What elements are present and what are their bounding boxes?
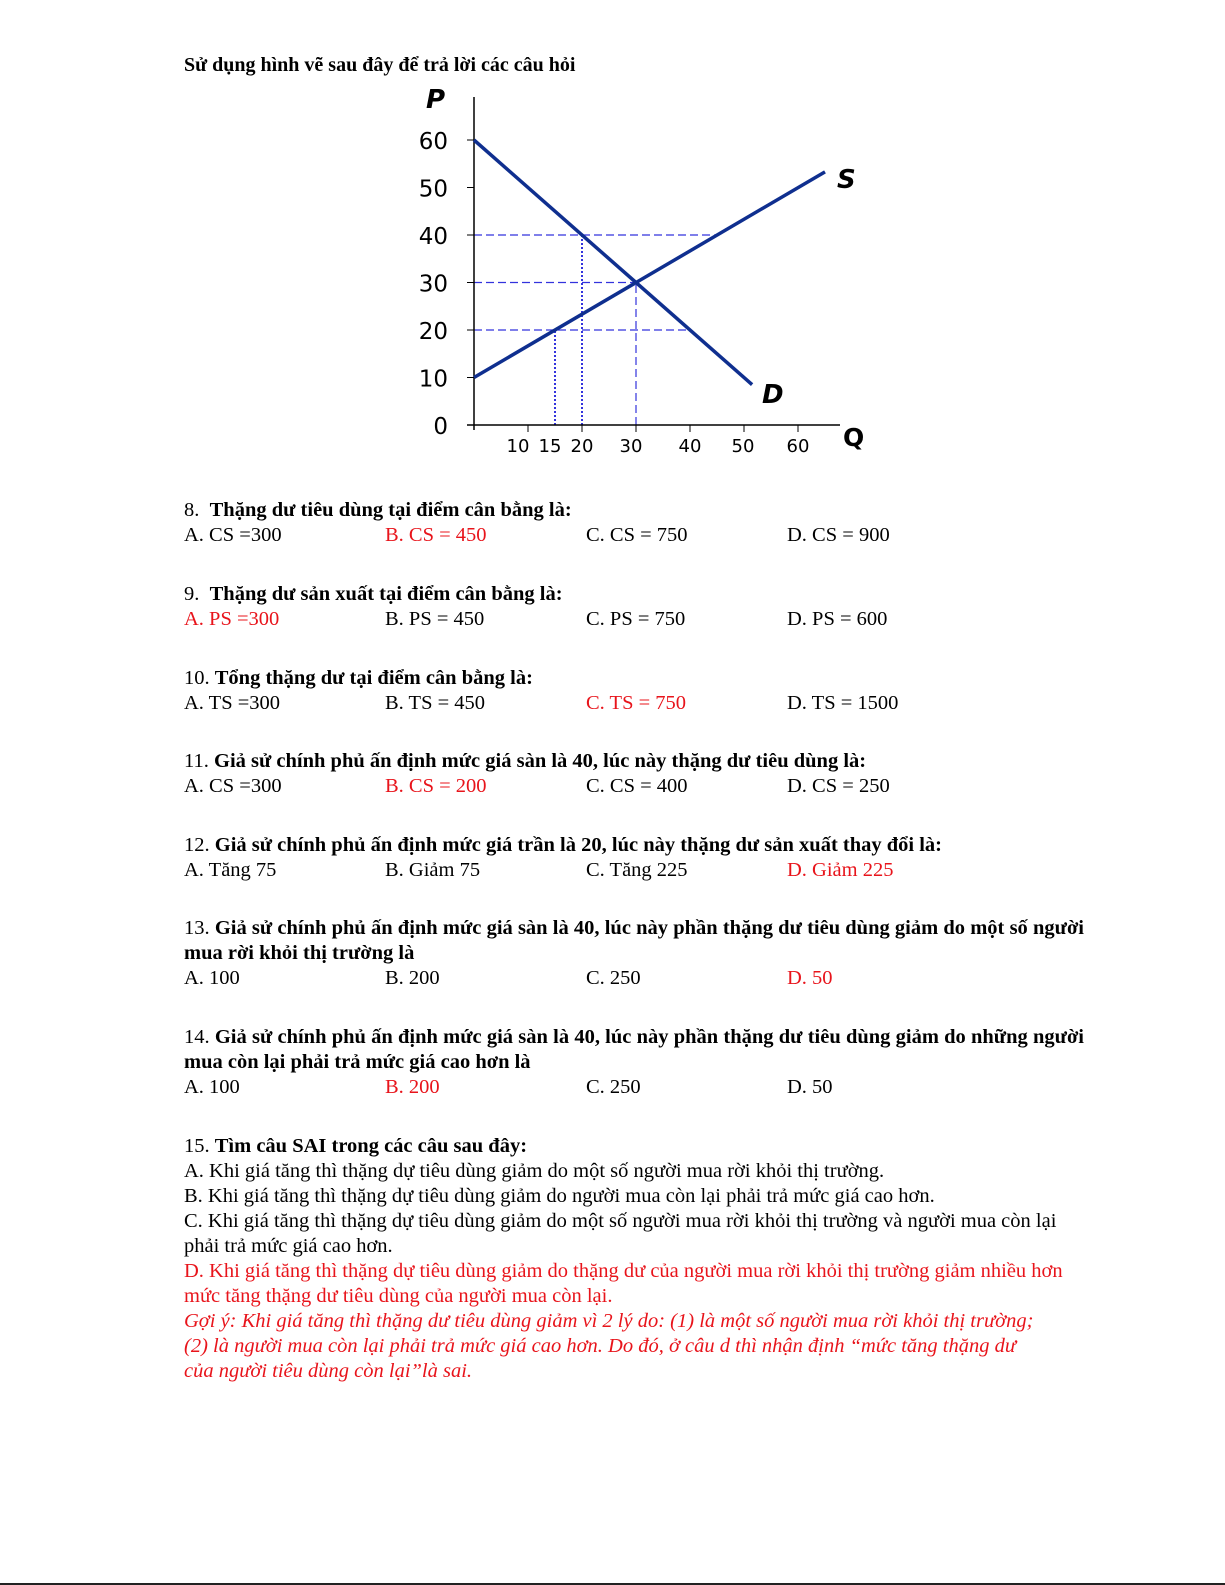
hint-text: Gợi ý: Khi giá tăng thì thặng dư tiêu dùng giảm vì 2 lý do: (1) là một số người mua rời khỏi thị trường; (2) là người mua còn lại phải trả mức giá cao hơn. Do đó, ở câu d thì nhận định “mức tăng thặng dư của người tiêu dùng còn lại”là sai. <box>184 1310 1034 1382</box>
option-c: C. 250 <box>586 967 641 989</box>
option-d: D. TS = 1500 <box>787 692 899 714</box>
option-c: C. Khi giá tăng thì thặng dự tiêu dùng giảm do một số người mua rời khỏi thị trường và người mua còn lại phải trả mức giá cao hơn. <box>184 1210 1057 1257</box>
option-a: A. CS =300 <box>184 775 282 797</box>
option-d: D. CS = 900 <box>787 524 890 546</box>
x-tick-label: 15 <box>538 436 562 457</box>
question-number: 15. <box>184 1135 210 1157</box>
question-text: Thặng dư tiêu dùng tại điểm cân bằng là: <box>209 499 572 521</box>
x-tick-label: 30 <box>619 436 643 457</box>
question-number: 12. <box>184 834 210 856</box>
question-number: 11. <box>184 750 209 772</box>
question-12 <box>184 833 1084 884</box>
question-text: Giả sử chính phủ ấn định mức giá trần là 20, lúc này thặng dư sản xuất thay đổi là: <box>214 834 942 856</box>
x-tick-label: 60 <box>786 436 810 457</box>
question-text: Giả sử chính phủ ấn định mức giá sàn là 40, lúc này phần thặng dư tiêu dùng giảm do một số người mua rời khỏi thị trường là <box>184 917 1084 964</box>
x-tick-label: 10 <box>506 436 530 457</box>
question-15 <box>184 1134 1069 1384</box>
x-axis-label: Q <box>843 423 865 452</box>
option-d: D. PS = 600 <box>787 608 888 630</box>
curve-d <box>474 140 752 385</box>
option-b: B. Giảm 75 <box>385 859 481 881</box>
option-b: B. 200 <box>385 967 440 989</box>
curve-s <box>474 172 825 378</box>
question-10 <box>184 666 1084 717</box>
y-tick-label: 60 <box>418 129 448 155</box>
question-text: Thặng dư sản xuất tại điểm cân bằng là: <box>209 583 563 605</box>
option-b: B. CS = 450 <box>385 524 487 546</box>
question-number: 13. <box>184 917 210 939</box>
option-b: B. Khi giá tăng thì thặng dự tiêu dùng giảm do người mua còn lại phải trả mức giá cao hơn. <box>184 1185 935 1207</box>
y-tick-label: 50 <box>418 176 448 203</box>
question-number: 8. <box>184 499 200 521</box>
x-tick-label: 20 <box>570 436 594 457</box>
question-14 <box>184 1025 1084 1101</box>
option-d: D. CS = 250 <box>787 775 890 797</box>
intro-heading: Sử dụng hình vẽ sau đây để trả lời các câu hỏi <box>184 54 576 76</box>
option-b: B. 200 <box>385 1076 440 1098</box>
option-b: B. PS = 450 <box>385 608 485 630</box>
option-b: B. CS = 200 <box>385 775 487 797</box>
option-a: A. Tăng 75 <box>184 859 277 881</box>
option-d: D. Khi giá tăng thì thặng dự tiêu dùng giảm do thặng dư của người mua rời khỏi thị trường giảm nhiều hơn mức tăng thặng dư tiêu dùng của người mua còn lại. <box>184 1260 1063 1307</box>
option-a: A. 100 <box>184 1076 240 1098</box>
y-tick-label: 0 <box>433 414 448 440</box>
question-text: Tổng thặng dư tại điểm cân bằng là: <box>214 667 533 689</box>
question-number: 14. <box>184 1026 210 1048</box>
option-c: C. CS = 750 <box>586 524 688 546</box>
option-a: A. TS =300 <box>184 692 281 714</box>
option-c: C. CS = 400 <box>586 775 688 797</box>
y-tick-label: 10 <box>418 366 448 393</box>
y-tick-label: 20 <box>418 319 448 345</box>
option-c: C. Tăng 225 <box>586 859 688 881</box>
option-d: D. 50 <box>787 1076 833 1098</box>
question-text: Tìm câu SAI trong các câu sau đây: <box>214 1135 528 1157</box>
y-tick-label: 40 <box>418 224 448 250</box>
supply-demand-chart <box>400 80 880 460</box>
option-d: D. 50 <box>787 967 833 989</box>
option-a: A. CS =300 <box>184 524 282 546</box>
question-text: Giả sử chính phủ ấn định mức giá sàn là 40, lúc này phần thặng dư tiêu dùng giảm do những người mua còn lại phải trả mức giá cao hơn là <box>184 1026 1084 1073</box>
option-a: A. Khi giá tăng thì thặng dự tiêu dùng giảm do một số người mua rời khỏi thị trường. <box>184 1160 885 1182</box>
question-8 <box>184 498 1084 549</box>
option-b: B. TS = 450 <box>385 692 486 714</box>
x-tick-label: 50 <box>731 436 755 457</box>
question-text: Giả sử chính phủ ấn định mức giá sàn là 40, lúc này thặng dư tiêu dùng là: <box>214 750 867 772</box>
option-a: A. 100 <box>184 967 240 989</box>
question-number: 10. <box>184 667 210 689</box>
option-c: C. TS = 750 <box>586 692 687 714</box>
option-d: D. Giảm 225 <box>787 859 894 881</box>
y-tick-label: 30 <box>418 271 448 298</box>
x-tick-label: 40 <box>678 436 702 457</box>
question-number: 9. <box>184 583 200 605</box>
option-c: C. PS = 750 <box>586 608 686 630</box>
option-a: A. PS =300 <box>184 608 280 630</box>
y-axis-label: P <box>426 85 446 115</box>
question-9 <box>184 582 1084 633</box>
demand-label: D <box>762 380 784 410</box>
supply-label: S <box>837 165 856 195</box>
question-11 <box>184 749 1084 800</box>
option-c: C. 250 <box>586 1076 641 1098</box>
question-13 <box>184 916 1084 992</box>
